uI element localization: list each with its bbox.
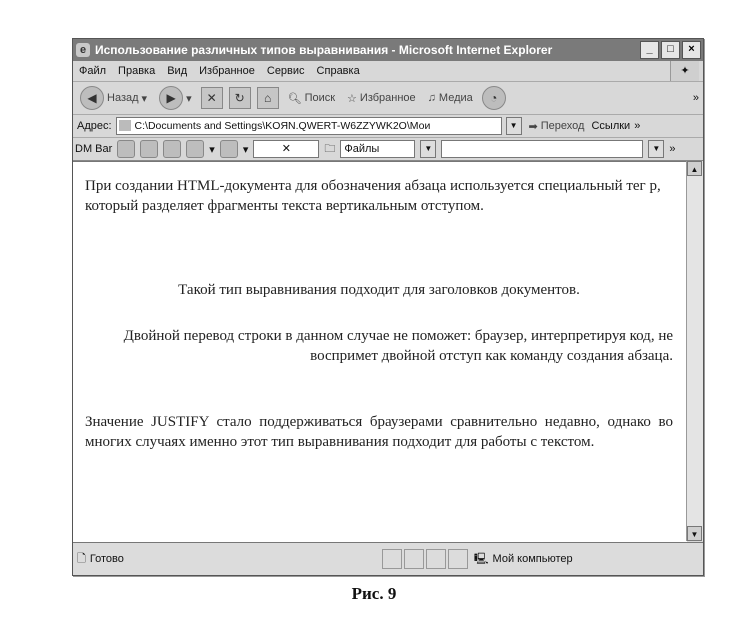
- scroll-up-icon[interactable]: ▲: [687, 161, 702, 176]
- dm-bar-label: DM Bar: [75, 143, 113, 155]
- status-bar: [73, 542, 703, 575]
- toolbar-overflow[interactable]: »: [692, 92, 699, 104]
- links-label[interactable]: Ссылки: [591, 120, 631, 132]
- menu-tools[interactable]: Сервис: [266, 65, 305, 77]
- links-overflow[interactable]: »: [634, 120, 641, 132]
- maximize-button[interactable]: □: [661, 41, 680, 59]
- media-icon: ♫: [427, 92, 436, 104]
- dm-tool-icon[interactable]: [186, 140, 204, 158]
- address-bar: [73, 115, 703, 138]
- window-title: Использование различных типов выравнивания - Microsoft Internet Explorer: [95, 43, 553, 57]
- go-label: Переход: [540, 120, 585, 132]
- home-icon[interactable]: ⌂: [257, 87, 279, 109]
- menu-edit[interactable]: Правка: [118, 65, 156, 77]
- paragraph-right: Двойной перевод строки в данном случае не поможет: браузер, интерпретируя код, не воспримет двойной отступ как команду создания абзаца.: [123, 328, 673, 364]
- dm-overflow[interactable]: »: [669, 143, 676, 155]
- favorites-button[interactable]: [344, 92, 419, 105]
- files-folder-icon: 🗀: [324, 142, 336, 155]
- dm-input-field[interactable]: [441, 140, 643, 158]
- browser-window: [72, 38, 704, 576]
- status-segment: [426, 549, 446, 569]
- status-ready: Готово: [89, 553, 124, 565]
- status-page-icon: 🗋: [77, 552, 86, 565]
- forward-arrow-icon: ▶: [159, 86, 183, 110]
- address-input[interactable]: [116, 117, 502, 135]
- dm-tool-icon[interactable]: [163, 140, 181, 158]
- status-segment: [382, 549, 402, 569]
- ie-icon: e: [76, 43, 90, 57]
- paragraph-center: Такой тип выравнивания подходит для заголовков документов.: [178, 282, 580, 298]
- back-button[interactable]: [77, 86, 150, 110]
- dm-tool-icon[interactable]: [117, 140, 135, 158]
- scroll-down-icon[interactable]: ▼: [687, 526, 702, 541]
- status-zone: Мой компьютер: [492, 553, 573, 565]
- status-segment: [404, 549, 424, 569]
- computer-icon: 🖳: [473, 552, 489, 565]
- files-label: Файлы: [344, 143, 380, 155]
- media-label: Медиа: [438, 92, 473, 104]
- search-icon: 🔍︎: [287, 92, 302, 105]
- history-icon[interactable]: ◔: [482, 86, 506, 110]
- figure-caption: Рис. 9: [351, 584, 397, 603]
- favorites-label: Избранное: [359, 92, 416, 104]
- files-combo[interactable]: [340, 140, 415, 158]
- forward-button[interactable]: [156, 86, 195, 110]
- page-icon: [119, 120, 131, 131]
- dm-toolbar: [73, 138, 703, 161]
- title-bar: [73, 39, 703, 61]
- chevron-down-icon[interactable]: ▾: [209, 143, 215, 156]
- address-value: C:\Documents and Settings\KOЯN.QWERT-W6ZZYWK2O\Мои: [134, 120, 431, 132]
- refresh-icon[interactable]: ↻: [229, 87, 251, 109]
- chevron-down-icon: ▾: [186, 92, 192, 105]
- search-label: Поиск: [304, 92, 336, 104]
- menu-help[interactable]: Справка: [316, 65, 360, 77]
- go-button[interactable]: [526, 120, 588, 133]
- paragraph-justify: Значение JUSTIFY стало поддерживаться браузерами сравнительно недавно, однако во многих случаях именно этот тип выравнивания подходит для работы с текстом.: [85, 414, 673, 450]
- paragraph-left: При создании HTML-документа для обозначения абзаца используется специальный тег p, который разделяет фрагменты текста вертикальным отступом.: [85, 178, 661, 214]
- go-arrow-icon: ➡: [528, 120, 538, 133]
- menu-favorites[interactable]: Избранное: [199, 65, 255, 77]
- minimize-button[interactable]: _: [640, 41, 659, 59]
- back-label: Назад: [107, 92, 139, 104]
- dm-tool-icon[interactable]: [140, 140, 158, 158]
- menu-bar: [73, 61, 703, 82]
- media-button[interactable]: [425, 92, 476, 104]
- vertical-scrollbar[interactable]: [686, 161, 703, 541]
- status-segment: [448, 549, 468, 569]
- address-label: Адрес:: [77, 120, 112, 132]
- files-dropdown-icon[interactable]: ▼: [420, 140, 436, 158]
- standard-toolbar: [73, 82, 703, 115]
- search-button[interactable]: [285, 92, 338, 105]
- dm-tool-icon[interactable]: [220, 140, 238, 158]
- dm-search-box[interactable]: ✕: [253, 140, 319, 158]
- chevron-down-icon[interactable]: ▾: [242, 143, 249, 156]
- back-arrow-icon: ◀: [80, 86, 104, 110]
- menu-view[interactable]: Вид: [167, 65, 188, 77]
- star-icon: ☆: [347, 92, 357, 105]
- chevron-down-icon: ▾: [141, 92, 148, 105]
- close-button[interactable]: ×: [682, 41, 701, 59]
- address-dropdown-icon[interactable]: ▼: [506, 117, 522, 135]
- menu-file[interactable]: Файл: [79, 65, 107, 77]
- dm-dropdown-icon[interactable]: ▼: [648, 140, 664, 158]
- stop-icon[interactable]: ✕: [201, 87, 223, 109]
- windows-flag-icon: ✦: [670, 61, 699, 81]
- page-content: [73, 161, 687, 542]
